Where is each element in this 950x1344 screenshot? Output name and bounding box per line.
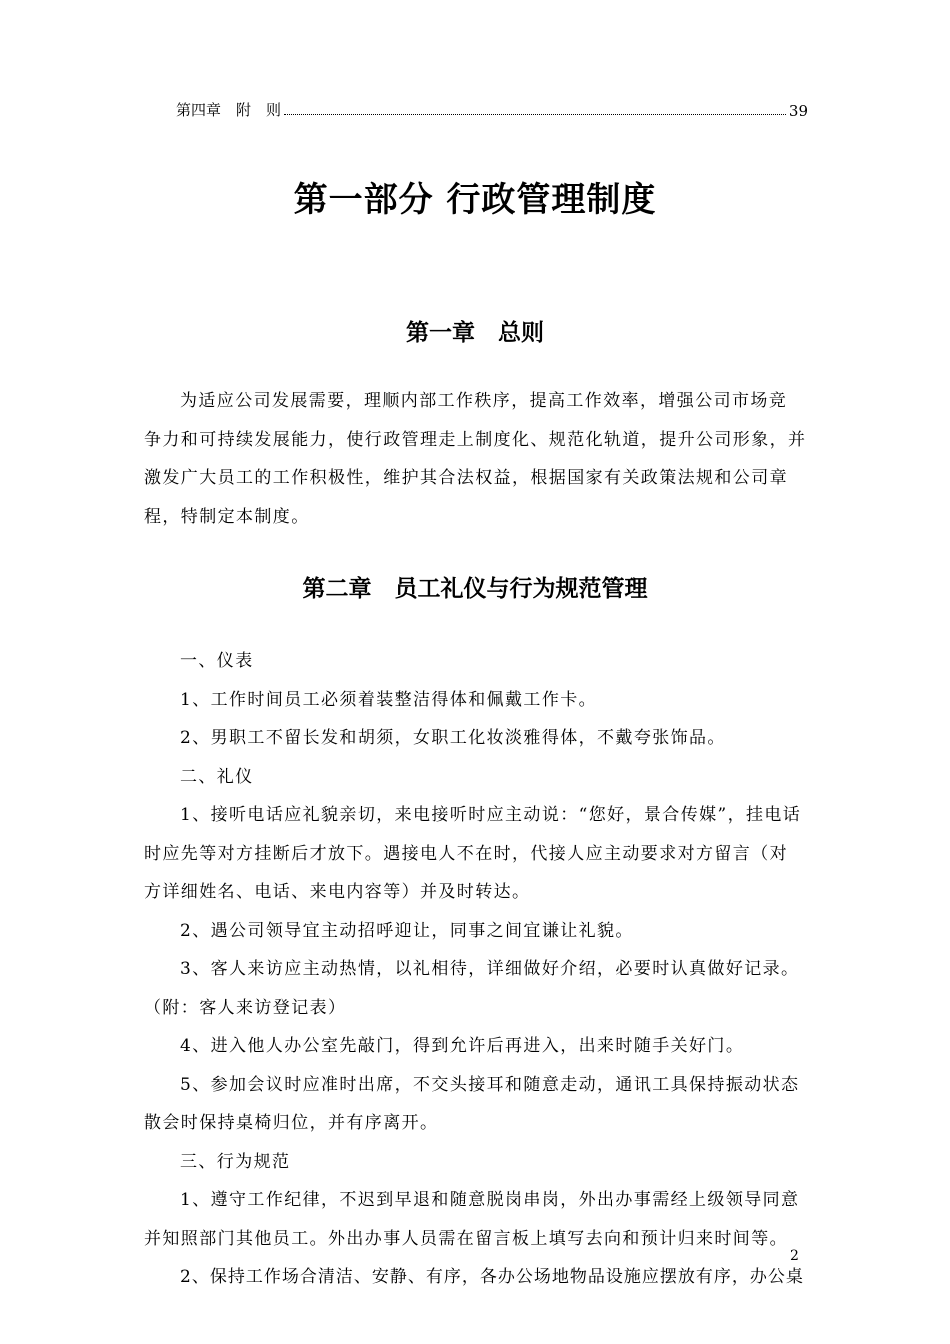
toc-leader-dots [284,113,786,115]
part-title: 第一部分 行政管理制度 [293,180,657,220]
list-item: 1、遵守工作纪律，不迟到早退和随意脱岗串岗，外出办事需经上级领导同意 [180,1190,800,1210]
list-item-continuation: 并知照部门其他员工。外出办事人员需在留言板上填写去向和预计归来时间等。 [144,1228,788,1249]
paragraph-line: 程，特制定本制度。 [144,506,310,527]
list-item: 2、保持工作场合清洁、安静、有序，各办公场地物品设施应摆放有序，办公桌 [180,1267,804,1287]
list-item-continuation: 散会时保持桌椅归位，并有序离开。 [144,1113,439,1133]
chapter-1-title: 第一章 总则 [406,320,544,346]
paragraph-line: 激发广大员工的工作积极性，维护其合法权益，根据国家有关政策法规和公司章 [144,468,788,488]
list-item-continuation: 方详细姓名、电话、来电内容等）并及时转达。 [144,882,531,902]
section-heading: 一、仪表 [180,651,254,671]
list-item: 1、接听电话应礼貌亲切，来电接听时应主动说：“您好，景合传媒”，挂电话 [180,805,802,825]
paragraph-line: 为适应公司发展需要，理顺内部工作秩序，提高工作效率，增强公司市场竞 [180,391,788,411]
list-item: 5、参加会议时应准时出席，不交头接耳和随意走动，通讯工具保持振动状态 [180,1074,800,1095]
list-item: 2、男职工不留长发和胡须，女职工化妆淡雅得体，不戴夸张饰品。 [180,728,726,748]
list-item-continuation: （附：客人来访登记表） [144,997,347,1018]
chapter-2-title: 第二章 员工礼仪与行为规范管理 [302,576,648,602]
chapter-2-body [144,642,808,1297]
list-item: 2、遇公司领导宜主动招呼迎让，同事之间宜谦让礼貌。 [180,920,634,941]
section-heading: 三、行为规范 [180,1151,291,1172]
page-number: 2 [790,1248,799,1264]
list-item: 4、进入他人办公室先敲门，得到允许后再进入，出来时随手关好门。 [180,1036,745,1056]
list-item: 3、客人来访应主动热情，以礼相待，详细做好介绍，必要时认真做好记录。 [180,959,800,979]
paragraph-line: 争力和可持续发展能力，使行政管理走上制度化、规范化轨道，提升公司形象，并 [144,429,807,450]
toc-entry-label: 第四章 附 则 [176,101,282,119]
section-heading: 二、礼仪 [180,766,254,787]
chapter-1-paragraph [144,382,808,536]
list-item: 1、工作时间员工必须着装整洁得体和佩戴工作卡。 [180,689,598,710]
list-item-continuation: 时应先等对方挂断后才放下。遇接电人不在时，代接人应主动要求对方留言（对 [144,843,788,864]
toc-entry-page: 39 [788,102,808,120]
toc-entry[interactable] [176,96,808,120]
